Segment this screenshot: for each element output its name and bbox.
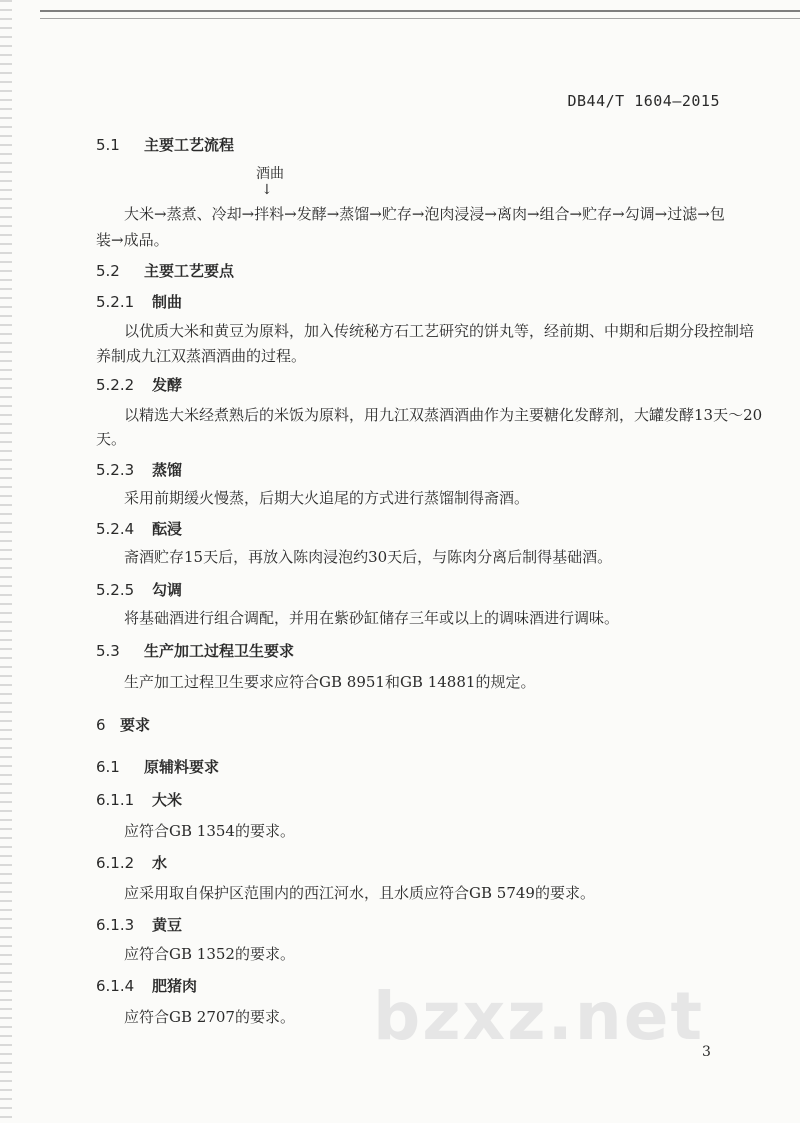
section-number: 6.1.4 bbox=[96, 977, 135, 995]
para-5-2-2-line-2: 天。 bbox=[96, 430, 127, 448]
heading-6-1-2 bbox=[96, 852, 167, 873]
heading-5-2 bbox=[96, 260, 234, 281]
section-title: 主要工艺流程 bbox=[144, 136, 235, 154]
para-5-2-2-line-1: 以精选大米经煮熟后的米饭为原料，用九江双蒸酒酒曲作为主要糖化发酵剂，大罐发酵13天～20 bbox=[124, 406, 763, 424]
para-5-3: 生产加工过程卫生要求应符合GB 8951和GB 14881的规定。 bbox=[124, 673, 536, 691]
section-title: 主要工艺要点 bbox=[144, 262, 235, 280]
section-number: 5.2.3 bbox=[96, 461, 135, 479]
heading-5-2-1 bbox=[96, 291, 182, 312]
section-title: 生产加工过程卫生要求 bbox=[144, 642, 295, 660]
section-number: 5.2 bbox=[96, 262, 120, 280]
heading-5-1 bbox=[96, 134, 234, 155]
section-title: 要求 bbox=[120, 716, 151, 734]
heading-5-2-2 bbox=[96, 374, 182, 395]
down-arrow-icon: ↓ bbox=[261, 182, 273, 198]
section-number: 6.1.3 bbox=[96, 916, 135, 934]
section-number: 5.2.5 bbox=[96, 581, 135, 599]
heading-5-2-5 bbox=[96, 579, 182, 600]
section-number: 5.2.4 bbox=[96, 520, 135, 538]
para-5-2-5: 将基础酒进行组合调配，并用在紫砂缸储存三年或以上的调味酒进行调味。 bbox=[124, 609, 620, 627]
top-scan-line bbox=[40, 10, 800, 19]
page-number: 3 bbox=[702, 1044, 711, 1060]
heading-5-3 bbox=[96, 640, 294, 661]
section-number: 6.1 bbox=[96, 758, 120, 776]
flow-above-label: 酒曲 bbox=[256, 166, 284, 182]
section-title: 原辅料要求 bbox=[144, 758, 220, 776]
para-5-2-1-line-2: 养制成九江双蒸酒酒曲的过程。 bbox=[96, 347, 307, 365]
section-number: 6 bbox=[96, 716, 106, 734]
heading-6 bbox=[96, 714, 150, 735]
para-5-2-1-line-1: 以优质大米和黄豆为原料，加入传统秘方石工艺研究的饼丸等，经前期、中期和后期分段控制培 bbox=[124, 322, 755, 340]
heading-6-1 bbox=[96, 756, 219, 777]
section-number: 5.2.2 bbox=[96, 376, 135, 394]
section-title: 酝浸 bbox=[152, 520, 183, 538]
watermark: bzxz.net bbox=[373, 978, 705, 1055]
flow-line-2: 装→成品。 bbox=[96, 231, 169, 249]
section-number: 5.1 bbox=[96, 136, 120, 154]
section-title: 水 bbox=[152, 854, 168, 872]
section-number: 6.1.1 bbox=[96, 791, 135, 809]
section-title: 勾调 bbox=[152, 581, 183, 599]
section-title: 制曲 bbox=[152, 293, 183, 311]
heading-6-1-1 bbox=[96, 789, 182, 810]
section-number: 5.2.1 bbox=[96, 293, 135, 311]
para-6-1-1: 应符合GB 1354的要求。 bbox=[124, 822, 295, 840]
para-6-1-2: 应采用取自保护区范围内的西江河水，且水质应符合GB 5749的要求。 bbox=[124, 884, 595, 902]
heading-5-2-4 bbox=[96, 518, 182, 539]
flow-line-1: 大米→蒸煮、冷却→拌料→发酵→蒸馏→贮存→泡肉浸浸→离肉→组合→贮存→勾调→过滤→包 bbox=[124, 205, 725, 223]
para-6-1-4: 应符合GB 2707的要求。 bbox=[124, 1008, 295, 1026]
left-scan-edge bbox=[0, 0, 12, 1123]
heading-6-1-3 bbox=[96, 914, 182, 935]
para-5-2-3: 采用前期缓火慢蒸，后期大火追尾的方式进行蒸馏制得斋酒。 bbox=[124, 489, 530, 507]
section-title: 发酵 bbox=[152, 376, 183, 394]
heading-5-2-3 bbox=[96, 459, 182, 480]
para-5-2-4: 斋酒贮存15天后，再放入陈肉浸泡约30天后，与陈肉分离后制得基础酒。 bbox=[124, 548, 613, 566]
heading-6-1-4 bbox=[96, 975, 197, 996]
section-number: 5.3 bbox=[96, 642, 120, 660]
section-title: 肥猪肉 bbox=[152, 977, 198, 995]
para-6-1-3: 应符合GB 1352的要求。 bbox=[124, 945, 295, 963]
document-code: DB44/T 1604—2015 bbox=[567, 92, 720, 110]
section-title: 大米 bbox=[152, 791, 183, 809]
section-title: 黄豆 bbox=[152, 916, 183, 934]
section-number: 6.1.2 bbox=[96, 854, 135, 872]
section-title: 蒸馏 bbox=[152, 461, 183, 479]
